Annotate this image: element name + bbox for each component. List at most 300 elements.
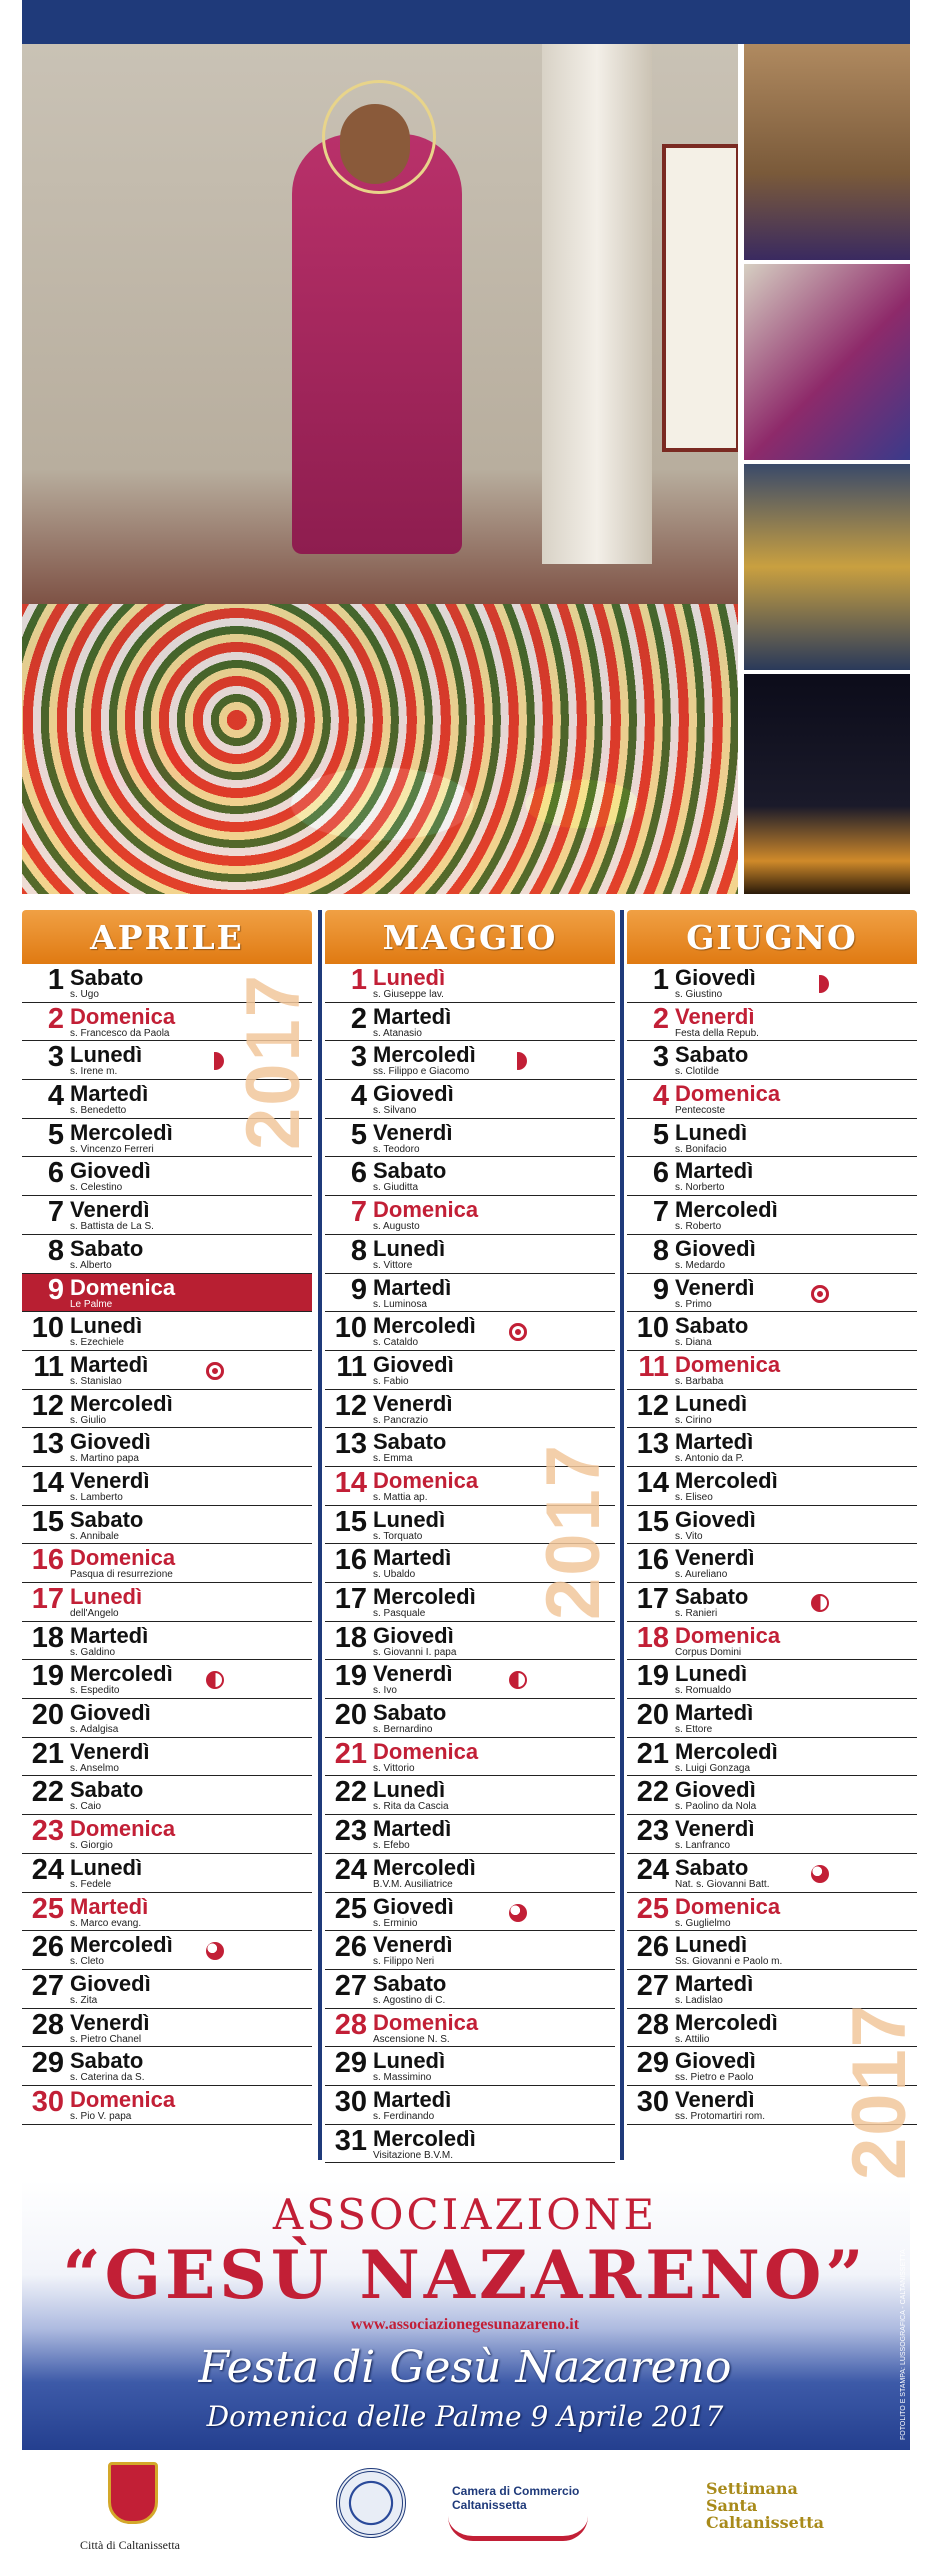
settimana-line3: Caltanissetta [706,2513,824,2532]
saint-name: ss. Protomartiri rom. [675,2110,766,2122]
saint-name: s. Espedito [70,1685,120,1697]
day-row [325,1274,615,1313]
day-name: Giovedì [675,1235,756,1261]
day-number: 21 [636,1737,669,1770]
day-row [627,1080,917,1119]
saint-name: s. Luigi Gonzaga [675,1762,751,1774]
day-name: Mercoledì [675,1738,778,1764]
day-row [325,1699,615,1738]
day-number: 23 [334,1815,367,1848]
day-row [22,2047,312,2086]
moon-phase-new-icon [811,1865,829,1883]
day-number: 7 [47,1196,64,1229]
day-number: 6 [652,1157,669,1190]
saint-name: s. Giustino [675,989,723,1000]
day-number: 28 [334,2008,367,2041]
saint-name: Pasqua di resurrezione [70,1569,173,1581]
day-number: 24 [334,1853,367,1886]
saint-name: s. Ettore [675,1724,713,1736]
saint-name: s. Barbaba [675,1375,724,1387]
day-name: Mercoledì [373,1313,476,1339]
day-number: 28 [636,2008,669,2041]
website-link[interactable]: www.associazionegesunazareno.it [350,2316,580,2333]
saint-name: s. Lamberto [70,1491,123,1503]
day-name: Sabato [373,1970,447,1996]
day-row [627,1544,917,1583]
camera-line2: Caltanissetta [452,2498,527,2512]
day-number: 9 [47,1273,64,1306]
day-number: 19 [31,1660,64,1693]
saint-name: s. Cirino [675,1414,712,1426]
day-name: Martedì [675,1970,754,1996]
day-number: 20 [636,1699,669,1732]
day-name: Venerdì [373,1932,453,1958]
thumb-photo-interior [744,44,910,260]
day-number: 26 [334,1931,367,1964]
photo-flowers [22,604,738,894]
day-row [325,2047,615,2086]
day-row [627,1699,917,1738]
saint-name: s. Primo [675,1298,712,1310]
day-row [325,1119,615,1158]
saint-name: s. Alberto [70,1259,112,1271]
day-name: Venerdì [70,1467,150,1493]
day-row [627,1274,917,1313]
day-name: Sabato [675,1854,749,1880]
saint-name: s. Teodoro [373,1143,420,1155]
saint-name: s. Diana [675,1337,712,1349]
day-number: 8 [47,1234,64,1267]
day-number: 27 [636,1969,669,2002]
day-name: Martedì [373,1274,452,1300]
month-column-giugno [627,910,917,2125]
day-row [22,1467,312,1506]
day-row [22,2009,312,2048]
saint-name: s. Zita [70,1994,98,2006]
year-watermark: 2017 [837,2002,922,2180]
day-number: 2 [47,1002,64,1035]
saint-name: s. Francesco da Paola [70,1027,170,1039]
day-number: 22 [334,1776,367,1809]
day-name: Lunedì [70,1313,143,1339]
day-number: 14 [636,1466,669,1499]
day-name: Martedì [70,1351,149,1377]
day-row [22,1776,312,1815]
day-name: Domenica [373,1197,479,1223]
day-number: 29 [636,2047,669,2080]
day-number: 13 [31,1428,64,1461]
day-row [627,1157,917,1196]
day-row [325,1970,615,2009]
day-row [22,1815,312,1854]
day-row [22,1196,312,1235]
day-name: Sabato [373,1158,447,1184]
day-row [22,1235,312,1274]
moon-phase-full-icon [811,1285,829,1303]
saint-name: s. Mattia ap. [373,1491,428,1503]
day-name: Sabato [70,1506,144,1532]
day-name: Domenica [70,1545,176,1571]
day-number: 23 [636,1815,669,1848]
day-number: 9 [652,1273,669,1306]
day-name: Lunedì [675,1661,748,1687]
day-number: 16 [334,1544,367,1577]
camera-swoosh-icon [448,2516,588,2541]
saint-name: s. Silvano [373,1105,417,1117]
saint-name: s. Irene m. [70,1066,118,1078]
day-name: Giovedì [373,1351,454,1377]
day-number: 9 [350,1273,367,1306]
day-number: 10 [636,1312,669,1345]
saint-name: s. Medardo [675,1259,726,1271]
day-name: Mercoledì [675,2009,778,2035]
day-row [22,1893,312,1932]
day-row [325,1931,615,1970]
day-number: 12 [31,1389,64,1422]
day-row [627,1583,917,1622]
day-number: 25 [31,1892,64,1925]
day-name: Lunedì [675,1390,748,1416]
day-name: Giovedì [675,965,756,990]
month-header: MAGGIO [325,910,615,964]
saint-name: Corpus Domini [675,1646,742,1658]
day-name: Domenica [675,1622,781,1648]
saint-name: s. Torquato [373,1530,423,1542]
saint-name: Nat. s. Giovanni Batt. [675,1878,770,1890]
day-row [325,1041,615,1080]
year-watermark: 2017 [231,972,316,1150]
saint-name: s. Fedele [70,1878,112,1890]
day-number: 30 [636,2085,669,2118]
day-number: 13 [636,1428,669,1461]
day-number: 15 [636,1505,669,1538]
day-row [627,1931,917,1970]
day-row [627,1622,917,1661]
day-row [627,1312,917,1351]
day-name: Mercoledì [70,1661,173,1687]
day-name: Martedì [70,1081,149,1107]
day-name: Giovedì [675,1777,756,1803]
day-number: 17 [334,1583,367,1615]
day-name: Giovedì [70,1970,151,1996]
day-row [325,2086,615,2125]
day-name: Sabato [373,1700,447,1726]
day-number: 17 [636,1583,669,1615]
saint-name: Ascensione N. S. [373,2033,450,2045]
festa-title: Festa di Gesù Nazareno [198,2342,732,2393]
saint-name: s. Aureliano [675,1569,728,1581]
day-number: 20 [334,1699,367,1732]
day-name: Giovedì [373,1622,454,1648]
day-row [22,2086,312,2125]
day-number: 5 [47,1118,64,1151]
day-number: 3 [47,1041,64,1074]
day-name: Lunedì [373,965,446,990]
day-name: Martedì [70,1893,149,1919]
day-name: Mercoledì [675,1467,778,1493]
day-number: 1 [652,964,669,996]
saint-name: s. Guglielmo [675,1917,731,1929]
day-name: Giovedì [373,1081,454,1107]
day-name: Domenica [373,1738,479,1764]
saint-name: s. Vittore [373,1259,413,1271]
saint-name: s. Norberto [675,1182,725,1194]
day-name: Venerdì [675,2086,755,2112]
saint-name: s. Galdino [70,1646,116,1658]
day-row [627,1041,917,1080]
moon-phase-first-icon [811,975,829,993]
moon-phase-last-icon [811,1594,829,1612]
day-name: Martedì [373,1545,452,1571]
saint-name: s. Ladislao [675,1994,723,2006]
day-number: 22 [31,1776,64,1809]
day-number: 13 [334,1428,367,1461]
day-number: 5 [652,1118,669,1151]
day-number: 2 [350,1002,367,1035]
saint-name: s. Erminio [373,1917,418,1929]
day-number: 21 [31,1737,64,1770]
day-number: 30 [31,2085,64,2118]
day-row [627,1003,917,1042]
saint-name: Ss. Giovanni e Paolo m. [675,1956,783,1968]
day-name: Sabato [70,1777,144,1803]
day-row [627,1235,917,1274]
day-name: Domenica [70,2086,176,2112]
day-number: 14 [334,1466,367,1499]
day-number: 18 [334,1621,367,1654]
day-number: 23 [31,1815,64,1848]
day-row [22,1506,312,1545]
day-row [627,1893,917,1932]
day-name: Giovedì [70,1700,151,1726]
day-row [325,964,615,1003]
day-number: 20 [31,1699,64,1732]
day-name: Martedì [675,1429,754,1455]
day-name: Martedì [373,1816,452,1842]
day-number: 10 [31,1312,64,1345]
day-number: 15 [334,1505,367,1538]
day-name: Venerdì [675,1816,755,1842]
day-name: Sabato [373,1429,447,1455]
day-number: 6 [47,1157,64,1190]
column-divider [620,910,624,2160]
day-number: 24 [636,1853,669,1886]
day-name: Giovedì [675,2048,756,2074]
saint-name: Visitazione B.V.M. [373,2149,454,2161]
day-row [22,1583,312,1622]
day-number: 18 [31,1621,64,1654]
month-header: APRILE [22,910,312,964]
day-name: Domenica [675,1893,781,1919]
saint-name: s. Ivo [373,1685,397,1697]
day-name: Mercoledì [373,1854,476,1880]
saint-name: s. Pietro Chanel [70,2033,142,2045]
thumb-photo-volleyball [744,464,910,670]
day-name: Martedì [373,2086,452,2112]
saint-name: s. Caterina da S. [70,2072,145,2084]
day-row [22,1544,312,1583]
day-name: Lunedì [373,1777,446,1803]
day-name: Venerdì [373,1661,453,1687]
day-name: Domenica [70,1816,176,1842]
saint-name: ss. Pietro e Paolo [675,2072,754,2084]
saint-name: s. Pancrazio [373,1414,429,1426]
day-row [22,1274,312,1313]
moon-phase-full-icon [509,1323,527,1341]
saint-name: s. Augusto [373,1221,420,1233]
day-row [22,1931,312,1970]
saint-name: s. Ferdinando [373,2110,435,2122]
photo-statue-robe [292,134,462,554]
saint-name: s. Rita da Cascia [373,1801,449,1813]
day-number: 19 [334,1660,367,1693]
day-row [325,1080,615,1119]
day-number: 16 [31,1544,64,1577]
thumb-photo-statue-closeup [744,264,910,460]
photo-statue-head [340,104,410,184]
day-row [325,1738,615,1777]
saint-name: s. Anselmo [70,1762,119,1774]
day-name: Sabato [675,1313,749,1339]
day-row [22,1622,312,1661]
year-watermark: 2017 [531,1442,616,1620]
day-number: 31 [334,2124,367,2157]
day-number: 26 [31,1931,64,1964]
day-number: 21 [334,1737,367,1770]
day-row [22,1660,312,1699]
day-number: 17 [31,1583,64,1615]
city-crest-icon [108,2462,158,2524]
day-name: Martedì [675,1700,754,1726]
day-name: Venerdì [70,1738,150,1764]
saint-name: s. Vincenzo Ferreri [70,1143,154,1155]
day-row [627,964,917,1003]
day-row [627,1815,917,1854]
event-date: Domenica delle Palme 9 Aprile 2017 [206,2400,724,2433]
day-number: 29 [31,2047,64,2080]
day-number: 27 [31,1969,64,2002]
day-row [22,1854,312,1893]
day-row [627,1428,917,1467]
day-row [627,1776,917,1815]
saint-name: s. Efebo [373,1840,410,1852]
day-name: Domenica [675,1351,781,1377]
day-row [22,1428,312,1467]
day-number: 4 [47,1080,64,1113]
day-number: 29 [334,2047,367,2080]
day-name: Venerdì [70,1197,150,1223]
day-row [325,1003,615,1042]
day-name: Lunedì [70,1584,143,1609]
camera-line1: Camera di Commercio [452,2484,580,2498]
day-name: Sabato [675,1584,749,1609]
day-number: 11 [33,1350,64,1383]
saint-name: s. Attilio [675,2033,710,2045]
day-row [22,1699,312,1738]
main-photo-jesus-statue [22,44,738,894]
day-number: 7 [350,1196,367,1229]
moon-phase-first-icon [206,1052,224,1070]
saint-name: s. Martino papa [70,1453,139,1465]
day-number: 7 [652,1196,669,1229]
photo-altar-sign [662,144,738,452]
province-seal-icon [336,2468,406,2538]
day-row [325,1893,615,1932]
printer-note: FOTOLITO E STAMPA: LUSSOGRAFICA - CALTANISSETTA [900,2249,907,2440]
day-number: 30 [334,2085,367,2118]
saint-name: s. Bonifacio [675,1143,727,1155]
day-row [325,1815,615,1854]
column-divider [318,910,322,2160]
day-row [325,1390,615,1429]
day-number: 28 [31,2008,64,2041]
saint-name: s. Giorgio [70,1840,113,1852]
day-number: 25 [636,1892,669,1925]
saint-name: s. Paolino da Nola [675,1801,757,1813]
day-name: Lunedì [70,1042,143,1068]
moon-phase-new-icon [206,1942,224,1960]
saint-name: s. Clotilde [675,1066,719,1078]
day-name: Lunedì [373,1235,446,1261]
day-number: 12 [334,1389,367,1422]
day-row [22,1312,312,1351]
day-name: Venerdì [675,1274,755,1300]
city-label: Città di Caltanissetta [80,2538,180,2552]
day-number: 5 [350,1118,367,1151]
day-row [22,1970,312,2009]
day-name: Lunedì [70,1854,143,1880]
thumb-photo-night-procession [744,674,910,894]
day-name: Mercoledì [675,1197,778,1223]
day-number: 8 [350,1234,367,1267]
saint-name: s. Ranieri [675,1608,718,1619]
saint-name: s. Roberto [675,1221,722,1233]
day-name: Sabato [675,1042,749,1068]
day-name: Mercoledì [70,1932,173,1958]
saint-name: s. Giuseppe lav. [373,989,444,1000]
gesu-nazareno-title: “GESÙ NAZARENO” [62,2236,868,2314]
saint-name: s. Bernardino [373,1724,433,1736]
day-row [325,1854,615,1893]
day-row [325,1312,615,1351]
settimana-line1: Settimana [706,2479,798,2498]
saint-name: s. Cleto [70,1956,104,1968]
day-number: 2 [652,1002,669,1035]
day-row [627,1351,917,1390]
day-number: 6 [350,1157,367,1190]
day-number: 3 [350,1041,367,1074]
day-name: Mercoledì [70,1390,173,1416]
saint-name: dell'Angelo [70,1608,119,1619]
saint-name: Pentecoste [675,1105,726,1117]
day-name: Mercoledì [373,2125,476,2151]
saint-name: s. Ubaldo [373,1569,416,1581]
day-row [22,1351,312,1390]
day-name: Giovedì [373,1893,454,1919]
day-number: 4 [652,1080,669,1113]
day-name: Lunedì [373,1506,446,1532]
day-row [627,1854,917,1893]
day-name: Mercoledì [70,1119,173,1145]
saint-name: s. Eliseo [675,1491,713,1503]
saint-name: s. Pasquale [373,1608,426,1619]
saint-name: s. Lanfranco [675,1840,731,1852]
day-name: Domenica [70,1003,176,1029]
day-row [627,1506,917,1545]
camera-commercio-logo [452,2484,612,2512]
saint-name: s. Annibale [70,1530,119,1542]
day-row [22,1738,312,1777]
